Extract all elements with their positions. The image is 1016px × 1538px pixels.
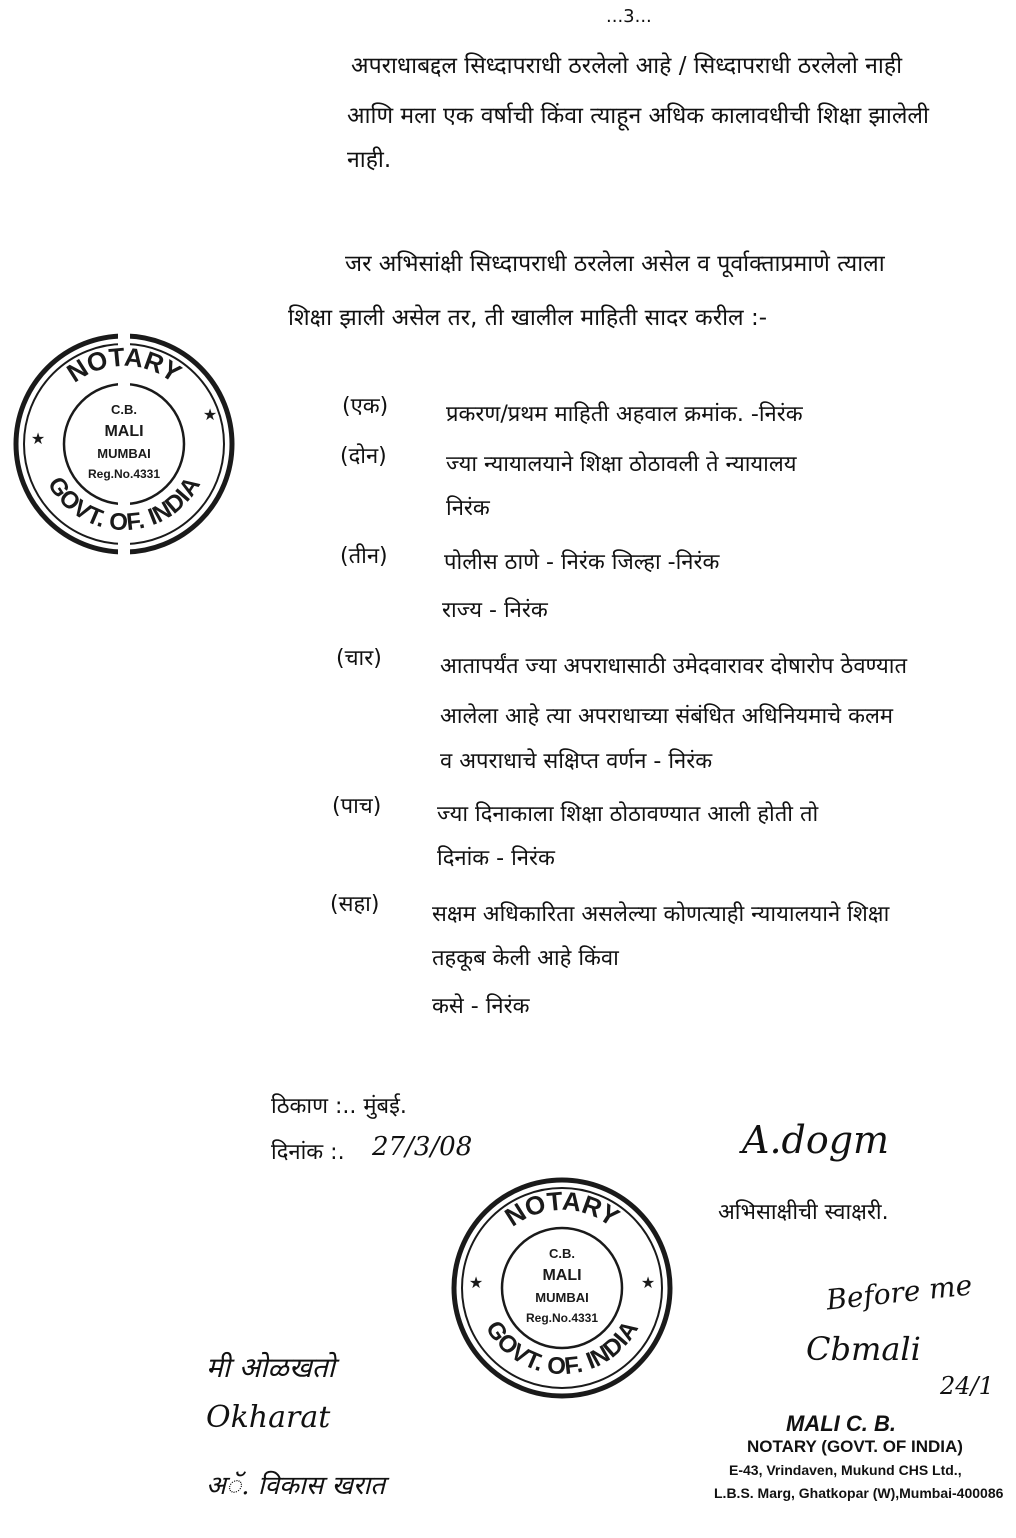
signature-caption: अभिसाक्षीची स्वाक्षरी. <box>718 1200 889 1225</box>
item-4-line2: आलेला आहे त्या अपराधाच्या संबंधित अधिनियमाचे कलम <box>440 704 894 729</box>
stamp-bottom-arc-text: GOVT. OF. INDIA <box>480 1316 644 1381</box>
before-me-note: Before me <box>824 1268 974 1317</box>
item-6-line1: सक्षम अधिकारिता असलेल्या कोणत्याही न्यायालयाने शिक्षा <box>432 902 890 927</box>
item-5-line2: दिनांक - निरंक <box>437 846 555 871</box>
svg-text:NOTARY <box>499 1186 624 1233</box>
stamp-line3: MUMBAI <box>97 446 151 461</box>
paragraph1-line3: नाही. <box>347 147 392 173</box>
stamp-line2: MALI <box>542 1267 582 1284</box>
identifier-signature: Okharat <box>206 1400 331 1435</box>
stamp-top-arc-text: NOTARY <box>499 1185 625 1233</box>
notary-address-line2: L.B.S. Marg, Ghatkopar (W),Mumbai-400086 <box>714 1485 1004 1501</box>
item-1-number: (एक) <box>342 394 389 419</box>
stamp-top-arc-text: NOTARY <box>61 341 187 389</box>
stamp-line4: Reg.No.4331 <box>525 1311 599 1325</box>
notary-initials-date: 24/1 <box>940 1372 994 1400</box>
item-1-line1: प्रकरण/प्रथम माहिती अहवाल क्रमांक. -निरंक <box>446 402 803 427</box>
handwritten-date: 27/3/08 <box>372 1132 473 1162</box>
item-6-line3: कसे - निरंक <box>432 994 530 1019</box>
stamp-bottom-arc-text: GOVT. OF. INDIA <box>42 472 206 537</box>
date-label: दिनांक :. <box>271 1140 345 1165</box>
stamp-line4: Reg.No.4331 <box>87 467 161 481</box>
star-icon: ★ <box>468 1273 484 1292</box>
identifier-note: मी ओळखतो <box>206 1351 335 1384</box>
notary-title: NOTARY (GOVT. OF INDIA) <box>747 1437 963 1456</box>
star-icon: ★ <box>640 1273 656 1292</box>
notary-name: MALI C. B. <box>786 1411 896 1436</box>
stamp-line3: MUMBAI <box>535 1290 589 1305</box>
item-2-line2: निरंक <box>446 496 490 521</box>
notary-address-line1: E-43, Vrindaven, Mukund CHS Ltd., <box>729 1462 962 1478</box>
item-6-line2: तहकूब केली आहे किंवा <box>432 946 619 971</box>
paragraph2-line2: शिक्षा झाली असेल तर, ती खालील माहिती सादर करील :- <box>288 305 768 331</box>
item-4-line1: आतापर्यंत ज्या अपराधासाठी उमेदवारावर दोषारोप ठेवण्यात <box>440 654 908 679</box>
paragraph1-line1: अपराधाबद्दल सिध्दापराधी ठरलेलो आहे / सिध्दापराधी ठरलेलो नाही <box>351 53 903 79</box>
item-5-number: (पाच) <box>332 794 382 819</box>
stamp-line2: MALI <box>104 423 144 440</box>
star-icon: ★ <box>202 405 218 424</box>
item-6-number: (सहा) <box>330 892 380 917</box>
identifier-name: अॅ. विकास खरात <box>206 1471 386 1501</box>
stamp-line1: C.B. <box>111 402 137 417</box>
notary-stamp-top <box>8 328 240 560</box>
item-4-line3: व अपराधाचे सक्षिप्त वर्णन - निरंक <box>440 749 713 774</box>
star-icon: ★ <box>30 429 46 448</box>
paragraph2-line1: जर अभिसांक्षी सिध्दापराधी ठरलेला असेल व पूर्वाक्ताप्रमाणे त्याला <box>345 251 885 277</box>
item-3-line2: राज्य - निरंक <box>442 598 548 623</box>
item-5-line1: ज्या दिनाकाला शिक्षा ठोठावण्यात आली होती तो <box>437 802 819 827</box>
item-2-number: (दोन) <box>340 444 387 469</box>
deponent-signature: A.dogm <box>742 1118 890 1162</box>
page-number: ...3... <box>606 6 652 27</box>
notary-stamp-bottom <box>446 1172 678 1404</box>
item-4-number: (चार) <box>336 646 382 671</box>
item-2-line1: ज्या न्यायालयाने शिक्षा ठोठावली ते न्यायालय <box>446 452 797 477</box>
stamp-line1: C.B. <box>549 1246 575 1261</box>
item-3-number: (तीन) <box>340 544 388 569</box>
item-3-line1: पोलीस ठाणे - निरंक जिल्हा -निरंक <box>444 550 720 575</box>
place-label: ठिकाण :.. मुंबई. <box>271 1094 407 1119</box>
paragraph1-line2: आणि मला एक वर्षाची किंवा त्याहून अधिक कालावधीची शिक्षा झालेली <box>347 103 929 129</box>
notary-initials: Cbmali <box>806 1330 921 1368</box>
